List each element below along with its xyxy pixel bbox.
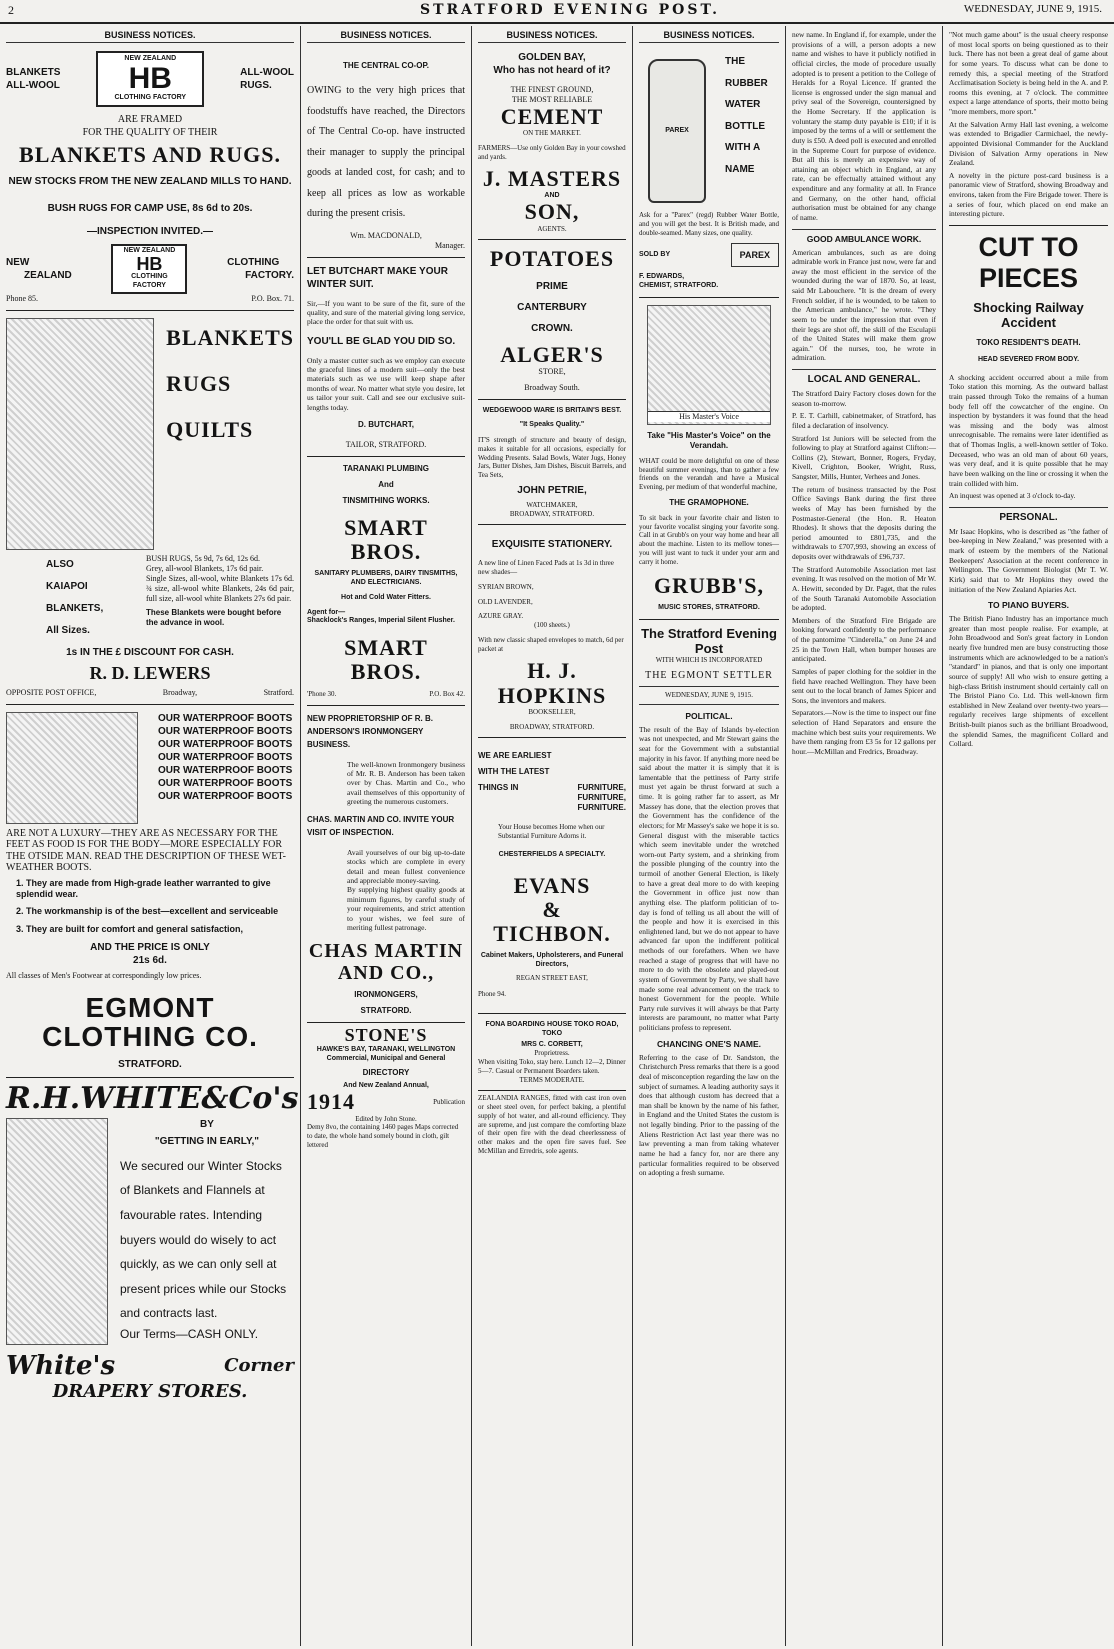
article-heading: GOOD AMBULANCE WORK. [792, 229, 936, 244]
grubbs-gramophone-ad: His Master's Voice Take "His Master's Voice" on the Verandah. WHAT could be more delightful on one of these beautiful summer evenings, than to gather a few friends on the verandah and have a Musical Evening, per medium of that wonderful machine, THE GRAMOPHONE. To sit back in your favorite chair and listen to your favorite vocalist singing your favorite song. Call in at Grubb's on your way home and hear all about the machine. Listen to its mellow tones—you will just want to tuck it under your arm and carry it home. GRUBB'S, MUSIC STORES, STRATFORD. [639, 301, 779, 620]
subheadline: Shocking Railway Accident [973, 299, 1084, 330]
advertiser-name: SMART BROS. [344, 514, 428, 565]
lewers-blankets-ad: BLANKETS RUGS QUILTS ALSO KAIAPOI BLANKETS, All Sizes. BUSH RUGS, 5s 9d, 7s 6d, 12s 6d. Grey, all-wool Blankets, 17s 6d pair. Single Sizes, all-wool, white Blankets 17s 6d. ¾ size, all-wool white Blankets, 24s 6d pair, full size, all-wool white Blankets 27s 6d pair. These Blankets were bought before the advance in wool. 1s IN THE £ DISCOUNT FOR CASH. R. D. LEWERS OPPOSITE POST OFFICE, Broadway, Stratford. [6, 314, 294, 705]
column-2 [301, 26, 471, 1644]
column-6: "Not much game about" is the usual cheery response of most local sports on being questioned as to their luck. There has not been a great deal of game about for some years. To discuss what can be done to remedy this, a special meeting of the Stratford Acclimatisation Society is being held in the A. and P. rooms this evening, at 7 o'clock. The committee expect a large attendance of sports, their motto being "more members, more sport." At the Salvation Army Hall last evening, a welcome was extended to Brigadier Carmichael, the newly-appointed Divisional Commander for the Auckland Division of Salvation Army operations in New Zealand. A novelty in the picture post-card business is a panoramic view of Stratford, showing Broadway and environs, taken from the Fire Brigade tower. There is a series of four, which placed on end make an interesting picture. CUT TO PIECES Shocking Railway Accident TOKO RESIDENT'S DEATH. HEAD SEVERED FROM BODY. A shocking accident occurred about a mile from Toko station this morning. As the outward ballast train passed through Toko the remains of a human body fell off the cowcatcher of the engine. On inspection by bystanders it was found that the head was missing and the body was almost unrecognisable. The remains were later identified as that of Thomas Inglis, a well-known settler of Toko. Deceased, who was an old man of about 60 years, was very deaf, and it is quite possible that he may have been walking on the line or crossing it when the train collided with him. An inquest was opened at 3 o'clock to-day. PERSONAL. Mr Isaac Hopkins, who is described as "the father of bee-keeping in New Zealand," was presented with a mark of esteem by the members of the National Beekeepers' Association at the recent conference in Wellington. The Government Biologist (Mr T. W. Kirk) said that to Mr Hopkins they owed the initiation of the New Zealand Apiaries Act. TO PIANO BUYERS. The British Piano Industry has an importance much greater than most people realise. For example, at John Broadwood and Son's great factory in London nearly five hundred men are busy constructing those instruments which are acknowledged to be a nation's "standard" in pianos, and that is only one important source of supply! All who wish to ensure getting a high-class British instrument should certainly call on The Bristol Piano Co. Ltd. This well-known firm established in New Zealand over twenty-two years—regularly receives large shipments of excellent British-built pianos such as the brilliant Broadwood, the splendid Sames, the magnificent Collard and Collard. [949, 30, 1108, 749]
article-body: American ambulances, such as are doing admirable work in France just now, were far and away the most efficient in the service of the wounded during the war of 1870. So, at least, said Mr Labouchere. "It is the dream of every French soldier, if he is wounded, to be taken to the American ambulance," he wrote. "They seem to be under the impression that even if their legs are shot off, the skill of the Esculapii of the United States will make them grow again." Of the nurses, too, he wrote in admiration. [792, 247, 936, 363]
ad-text: —INSPECTION INVITED.— [86, 225, 214, 237]
article-body: An inquest was opened at 3 o'clock to-day. [949, 491, 1076, 501]
article-heading: PERSONAL. [949, 507, 1108, 523]
news-item: Stratford 1st Juniors will be selected from the following to play at Stratford against Clifton:—Collins (2), Stewart, Bonner, Rogers, Fryday, Kivell, Crighton, Booker, Wright, Russ, Sangster, Mills, Hunter, Verhees and Jones. [792, 433, 936, 481]
article-body: "Not much game about" is the usual cheery response of most local sports on being questioned as to their luck. There has not been a great deal of game about for some years. To discuss what can be done to remedy this, a special meeting of the Stratford Acclimatisation Society is being held in the A. and P. rooms this evening, at 7 o'clock. The committee expect a large attendance of sports, their motto being "more members, more sport." [949, 30, 1108, 116]
issue-date: WEDNESDAY, JUNE 9, 1915. [963, 3, 1102, 15]
masters-cement-ad: GOLDEN BAY, Who has not heard of it? THE FINEST GROUND, THE MOST RELIABLE CEMENT ON THE MARKET. FARMERS—Use only Golden Bay in your cowshed and yards. J. MASTERS AND SON, AGENTS. [478, 47, 626, 240]
paper-title: STRATFORD EVENING POST. [420, 2, 720, 18]
section-header: BUSINESS NOTICES. [6, 26, 294, 43]
chas-martin-ad: NEW PROPRIETORSHIP OF R. B. ANDERSON'S IRONMONGERY BUSINESS. The well-known Ironmongery business of Mr. R. B. Anderson has been taken over by Chas. Martin and Co., who avail themselves of this opportunity of greeting the numerous customers. CHAS. MARTIN AND CO. INVITE YOUR VISIT OF INSPECTION. Avail yourselves of our big up-to-date stocks which are complete in every detail and mean fullest convenience and appreciable money-saving. By supplying highest quality goods at minimum figures, by careful study of your requirements, and strict attention to your wishes, we feel sure of meriting fullest patronage. CHAS MARTIN AND CO., IRONMONGERS, STRATFORD. [307, 709, 465, 1023]
petrie-ad: WEDGEWOOD WARE IS BRITAIN'S BEST. "It Speaks Quality." IT'S strength of structure and beauty of design, makes it suitable for all occasions, especially for Wedding Presents. Salad Bowls, Water Jugs, Honey Jars, Butter Dishes, Jam Dishes, Biscuit Barrels, and Tea Sets, JOHN PETRIE, WATCHMAKER, BROADWAY, STRATFORD. [478, 403, 626, 526]
boot-illustration [6, 712, 138, 824]
advertiser-name: GRUBB'S, [653, 573, 765, 599]
advertiser-name: EGMONT CLOTHING CO. [42, 991, 258, 1053]
gramophone-dog-illustration: His Master's Voice [647, 305, 771, 425]
article-body: A shocking accident occurred about a mile from Toko station this morning. As the outward ballast train passed through Toko the remains of a human body fell off the cowcatcher of the engine. On inspection by bystanders it was found that the head was missing and the body was almost unrecognisable. The remains were later identified as that of Thomas Inglis, a well-known settler of Toko. Deceased, who was an old man of about 60 years, was very deaf, and it is quite possible that he may have been walking on the line or crossing it when the train collided with him. [949, 372, 1108, 488]
egmont-clothing-ad: OUR WATERPROOF BOOTS OUR WATERPROOF BOOTS OUR WATERPROOF BOOTS OUR WATERPROOF BOOTS OUR WATERPROOF BOOTS OUR WATERPROOF BOOTS OUR WATERPROOF BOOTS ARE NOT A LUXURY—THEY ARE AS NECESSARY FOR THE FEET AS FOOD IS FOR THE BODY—MORE ESPECIALLY FOR THE OTSIDE MAN. READ THE DESCRIPTION OF THESE WET-WEATHER BOOTS. 1. They are made from High-grade leather warranted to give splendid wear. 2. The workmanship is of the best—excellent and serviceable 3. They are built for comfort and general satisfaction, AND THE PRICE IS ONLY 21s 6d. All classes of Men's Footwear at correspondingly low prices. EGMONT CLOTHING CO. STRATFORD. [6, 708, 294, 1078]
ad-headline: BLANKETS AND RUGS. [19, 141, 281, 167]
ad-text: RUGS. [240, 79, 272, 91]
article-heading: TO PIANO BUYERS. [987, 600, 1070, 611]
evans-tichbon-ad: WE ARE EARLIEST WITH THE LATEST THINGS IN FURNITURE, FURNITURE, FURNITURE. Your House becomes Home when our Substantial Furniture Adorns it. CHESTERFIELDS A SPECIALTY. EVANS & TICHBON. Cabinet Makers, Upholsterers, and Funeral Directors, REGAN STREET EAST, Phone 94. [478, 741, 626, 1014]
water-bottle-illustration: PAREX [648, 59, 706, 203]
page-number: 2 [8, 3, 14, 17]
ad-text: BLANKETS [6, 66, 61, 78]
news-item: The return of business transacted by the Post Office Savings Bank during the first three weeks of May has been furnished by the Postmaster-General (the Hon. R. Heaton Rhodes). It shows that the deposits during the period amounted to £801,735, and the withdrawals to £707,993, showing an excess of deposits over withdrawals of £96,737. [792, 484, 936, 561]
rh-white-logo: R.H.WHITE&Co's [6, 1080, 299, 1116]
advertiser-name: JOHN PETRIE, [517, 484, 587, 496]
advertiser-name: EVANS [513, 872, 591, 898]
alger-potatoes-ad: POTATOES PRIME CANTERBURY CROWN. ALGER'S STORE, Broadway South. [478, 243, 626, 399]
ad-text: BUSH RUGS FOR CAMP USE, 8s 6d to 20s. [47, 202, 253, 214]
article-body: The result of the Bay of Islands by-election was not unexpected, and Mr Stewart gains the seat for the Government with a substantial majority in his favor. If anything more need be said about the matter it is simply that it is lamentable that the pettiness of Party strife must yet again be thrust forward at such a time. It is going rather far to assert, as Mr Massey has done, that the election proves that the Government has the confidence of the electors; for Mr Massey's sake we hope it is so. General disgust with the miserable tactics which seem inevitable under the wretched worn-out Party system, and a shrinking from the possible plunging of the country into the turmoil of another General Election, is likely to have a great deal more to do with keeping the Government in office just now than anything else. The platform politician of to-day is fond of telling us all about the will of the people and how it is exercised in this enlightened land, but we do not appear to have advanced far upon the indifferent political methods of our forefathers. When we have reached a stage of progress that will have no more to do with the obsolete and played-out system of Government by Party, we shall have made some real advancement on the track to honest Government for the people. While Party rule survives it will always be that Party interests are paramount, no matter what Party politicians profess to represent. [639, 724, 779, 1033]
advertiser-name: CHAS MARTIN AND CO., [308, 940, 464, 985]
article-heading: CHANCING ONE'S NAME. [656, 1038, 762, 1049]
price-list: BUSH RUGS, 5s 9d, 7s 6d, 12s 6d. Grey, all-wool Blankets, 17s 6d pair. Single Sizes, all-wool, white Blankets 17s 6d. ¾ size, all-wool white Blankets, 24s 6d pair, full size, all-wool white Blankets 27s 6d pair. [146, 553, 294, 603]
lewers-ad: BLANKETS ALL-WOOL NEW ZEALAND HB CLOTHING FACTORY ALL-WOOL RUGS. ARE FRAMED FOR THE QUALITY OF THEIR BLANKETS AND RUGS. NEW STOCKS FROM THE NEW ZEALAND MILLS TO HAND. BUSH RUGS FOR CAMP USE, 8s 6d to 20s. —INSPECTION INVITED.— NEW ZEALAND NEW ZEALAND HB CLOTHING FACTORY CLOTHING FACTORY. Phone 85. P.O. Box. 71. [6, 47, 294, 311]
hb-clothing-logo: NEW ZEALAND HB CLOTHING FACTORY [111, 244, 187, 294]
news-item: P. E. T. Carhill, cabinetmaker, of Stratford, has filed a declaration of insolvency. [792, 411, 936, 430]
advertiser-name: J. MASTERS [482, 166, 622, 192]
section-header: BUSINESS NOTICES. [639, 26, 779, 43]
column-1 [0, 26, 300, 1644]
news-item: Members of the Stratford Fire Brigade are looking forward confidently to the performance of the pantomime "Cinderella," on June 24 and 25 in the Town Hall, when bumper houses are anticipated. [792, 615, 936, 664]
central-coop-ad: THE CENTRAL CO-OP. OWING to the very high prices that foodstuffs have reached, the Directors of The Central Co-op. have instructed their manager to supply the principal goods at landed cost, for cash; and to keep all prices as low as workable during the present crisis. Wm. MACDONALD, Manager. [307, 47, 465, 258]
blanket-stack-illustration [6, 318, 154, 550]
fona-boarding-ad: FONA BOARDING HOUSE TOKO ROAD, TOKO MRS C. CORBETT, Proprietress. When visiting Toko, stay here. Lunch 12—2, Dinner 5—7. Casual or Permanent Boarders taken. TERMS MODERATE. [478, 1017, 626, 1091]
ad-text: NEW STOCKS FROM THE NEW ZEALAND MILLS TO HAND. [8, 175, 292, 187]
masthead [0, 0, 1114, 24]
article-heading: POLITICAL. [685, 710, 733, 721]
advertiser-name: R. D. LEWERS [89, 662, 211, 683]
article-body: The British Piano Industry has an importance much greater than most people realise. For example, at John Broadwood and Son's great factory in London nearly five hundred men are busy constructing those instruments which are acknowledged to be a nation's "standard" in pianos, and that is only one important source of supply! All who wish to ensure getting a high-class British instrument should certainly call on The Bristol Piano Co. Ltd. This well-known firm established in New Zealand over twenty-two years—regularly receives large shipments of excellent British-built pianos such as the brilliant Broadwood, the splendid Sames, the magnificent Collard and Collard. [949, 614, 1108, 749]
news-item: The Stratford Automobile Association met last evening. It was resolved on the motion of Mr W. A. Hewitt, seconded by Dr. Paget, that the rules of the South Taranaki Automobile Association be adopted. [792, 564, 936, 613]
boots-list: OUR WATERPROOF BOOTS OUR WATERPROOF BOOTS OUR WATERPROOF BOOTS OUR WATERPROOF BOOTS OUR WATERPROOF BOOTS OUR WATERPROOF BOOTS OUR WATERPROOF BOOTS [158, 712, 293, 802]
blanket-pile-illustration [6, 1118, 108, 1345]
ad-phone: Phone 85. [6, 293, 38, 303]
article-body: At the Salvation Army Hall last evening, a welcome was extended to Brigadier Carmichael, the newly-appointed Divisional Commander for the Auckland Division of Salvation Army operations in New Zealand. [949, 119, 1108, 168]
news-item: Samples of paper clothing for the soldier in the field have reached Wellington. They have been sent out to the local branch of James Spicer and Sons, the inventors and makers. [792, 666, 936, 705]
editorial-masthead: The Stratford Evening Post WITH WHICH IS INCORPORATED THE EGMONT SETTLER WEDNESDAY, JUNE 9, 1915. [639, 626, 779, 705]
advertiser-name: H. J. HOPKINS [497, 658, 607, 708]
section-header: BUSINESS NOTICES. [478, 26, 626, 43]
section-header: BUSINESS NOTICES. [307, 26, 465, 43]
whites-corner-logo: White's Corner [6, 1350, 294, 1381]
column-3 [472, 26, 632, 1644]
boot-features: 1. They are made from High-grade leather warranted to give splendid wear. 2. The workmanship is of the best—excellent and serviceable 3. They are built for comfort and general satisfaction, [16, 877, 279, 934]
smart-bros-ad: TARANAKI PLUMBING And TINSMITHING WORKS. SMART BROS. SANITARY PLUMBERS, DAIRY TINSMITHS, AND ELECTRICIANS. Hot and Cold Water Fitters. Agent for— Shacklock's Ranges, Imperial Silent Flusher. SMART BROS. 'Phone 30. P.O. Box 42. [307, 460, 465, 706]
news-item: The Stratford Dairy Factory closes down for the season to-morrow. [792, 389, 936, 408]
hopkins-stationery-ad: EXQUISITE STATIONERY. A new line of Linen Faced Pads at 1s 3d in three new shades— SYRIAN BROWN, OLD LAVENDER, AZURE GRAY. (100 sheets.) With new classic shaped envelopes to match, 6d per packet at H. J. HOPKINS BOOKSELLER, BROADWAY, STRATFORD. [478, 528, 626, 738]
news-item: Separators.—Now is the time to inspect our fine selection of Hand Separators and ensure the machine which best suits your requirements. We have them ranging from £3 5s for 12 gallons per hour.—McMillan and Fredrics, Broadway. [792, 708, 936, 756]
parex-bottle-ad: PAREX THE RUBBER WATER BOTTLE WITH A NAME Ask for a "Parex" (regd) Rubber Water Bottle, and you will get the best. It is British made, and double-seamed. Many sizes, one quality. SOLD BY PAREX F. EDWARDS, CHEMIST, STRATFORD. [639, 47, 779, 298]
column-5 [786, 26, 942, 1644]
parex-stamp: PAREX [731, 243, 779, 267]
article-body: A novelty in the picture post-card business is a panoramic view of Stratford, showing Broadway and environs, taken from the Fire Brigade tower. There is a series of four, which placed on end make an interesting picture. [949, 170, 1108, 219]
butchart-ad: LET BUTCHART MAKE YOUR WINTER SUIT. Sir,—If you want to be sure of the fit, sure of the quality, and sure of the material giving long service, place the order for that suit with us. YOU'LL BE GLAD YOU DID SO. Only a master cutter such as we employ can execute the graceful lines of a modern suit—only the best materials such as we use will keep shape after months of wear. No matter what style you desire, let us tailor your suit. Call and see our exclusive suit-lengths today. D. BUTCHART, TAILOR, STRATFORD. [307, 261, 465, 457]
zealandia-ranges-ad: ZEALANDIA RANGES, fitted with cast iron oven or sheet steel oven, for perfect baking, a plentiful supply of hot water, and all-round efficiency. They are supreme, and just compare the comforting blaze of their open fire with the dead cheerlessness of other makes and the open fire saves fuel. See McMillan and Erredris, sole agents. [478, 1094, 626, 1155]
stones-directory-ad: STONE'S HAWKE'S BAY, TARANAKI, WELLINGTON Commercial, Municipal and General DIRECTORY And New Zealand Annual, 1914 Publication Edited by John Stone. Demy 8vo, the containing 1460 pages Maps corrected to date, the whole hand somely bound in cloth, gilt lettered [307, 1025, 465, 1149]
ad-text: ALL-WOOL [6, 79, 60, 91]
article-body: Mr Isaac Hopkins, who is described as "the father of bee-keeping in New Zealand," was presented with a mark of esteem by the members of the National Beekeepers' Association at the recent conference in Wellington. The Government Biologist (Mr T. W. Kirk) said that to Mr Hopkins they owed the initiation of the New Zealand Apiaries Act. [949, 526, 1108, 594]
advertiser-name: ALGER'S [500, 341, 604, 367]
article-heading: LOCAL AND GENERAL. [792, 369, 936, 385]
ad-text: ARE FRAMED FOR THE QUALITY OF THEIR [82, 113, 218, 138]
article-body: new name. In England if, for example, under the provisions of a will, a person adopts a new name and wishes to have it publicly notified in official circles, the mode of procedure usually adopted is to present a petition to the College of Heralds for a Royal Licence. If granted the license is engrossed under the sign manual and privy seal of the Sovereign, countersigned by the Home Secretary. If the application is voluntary the stamp duty payable is £10; if it is imposed by the terms of a will or settlement the duty is £50. A deed poll is executed and enrolled in the Supreme Court for purpose of evidence. But all this is merely an expensive way of attaining an object which in England, at any rate, can be effectually attained without any expenditure and any formality at all. In France and Germany, on the other hand, official authorisation must be obtained for any change of name. [792, 30, 936, 222]
headline: CUT TO PIECES [949, 225, 1108, 294]
article-body: Referring to the case of Dr. Sandston, the Christchurch Press remarks that there is a good deal of misconception regarding the law on the subject of surnames. A leading authority says it does that although custom has decreed that a man shall be known by the name of his father, in England and the United States the custom is not legally binding. Prior to the passing of the Aliens Restriction Act last year there was no law preventing a man from taking whatever name he had a fancy for, nor are there any particular formalities required to be observed on adopting a fresh surname. [639, 1052, 779, 1178]
rh-white-ad: R.H.WHITE&Co's BY "GETTING IN EARLY," We secured our Winter Stocks of Blankets and Flannels at favourable rates. Intending buyers would do wisely to act quickly, as we can only sell at present prices while our Stocks and contracts last. Our Terms—CASH ONLY. White's Corner DRAPERY STORES. [6, 1080, 299, 1402]
hb-clothing-logo: NEW ZEALAND HB CLOTHING FACTORY [96, 51, 204, 107]
ad-text: ALL-WOOL [240, 66, 294, 78]
column-4 [633, 26, 785, 1644]
ad-pobox: P.O. Box. 71. [251, 293, 294, 303]
